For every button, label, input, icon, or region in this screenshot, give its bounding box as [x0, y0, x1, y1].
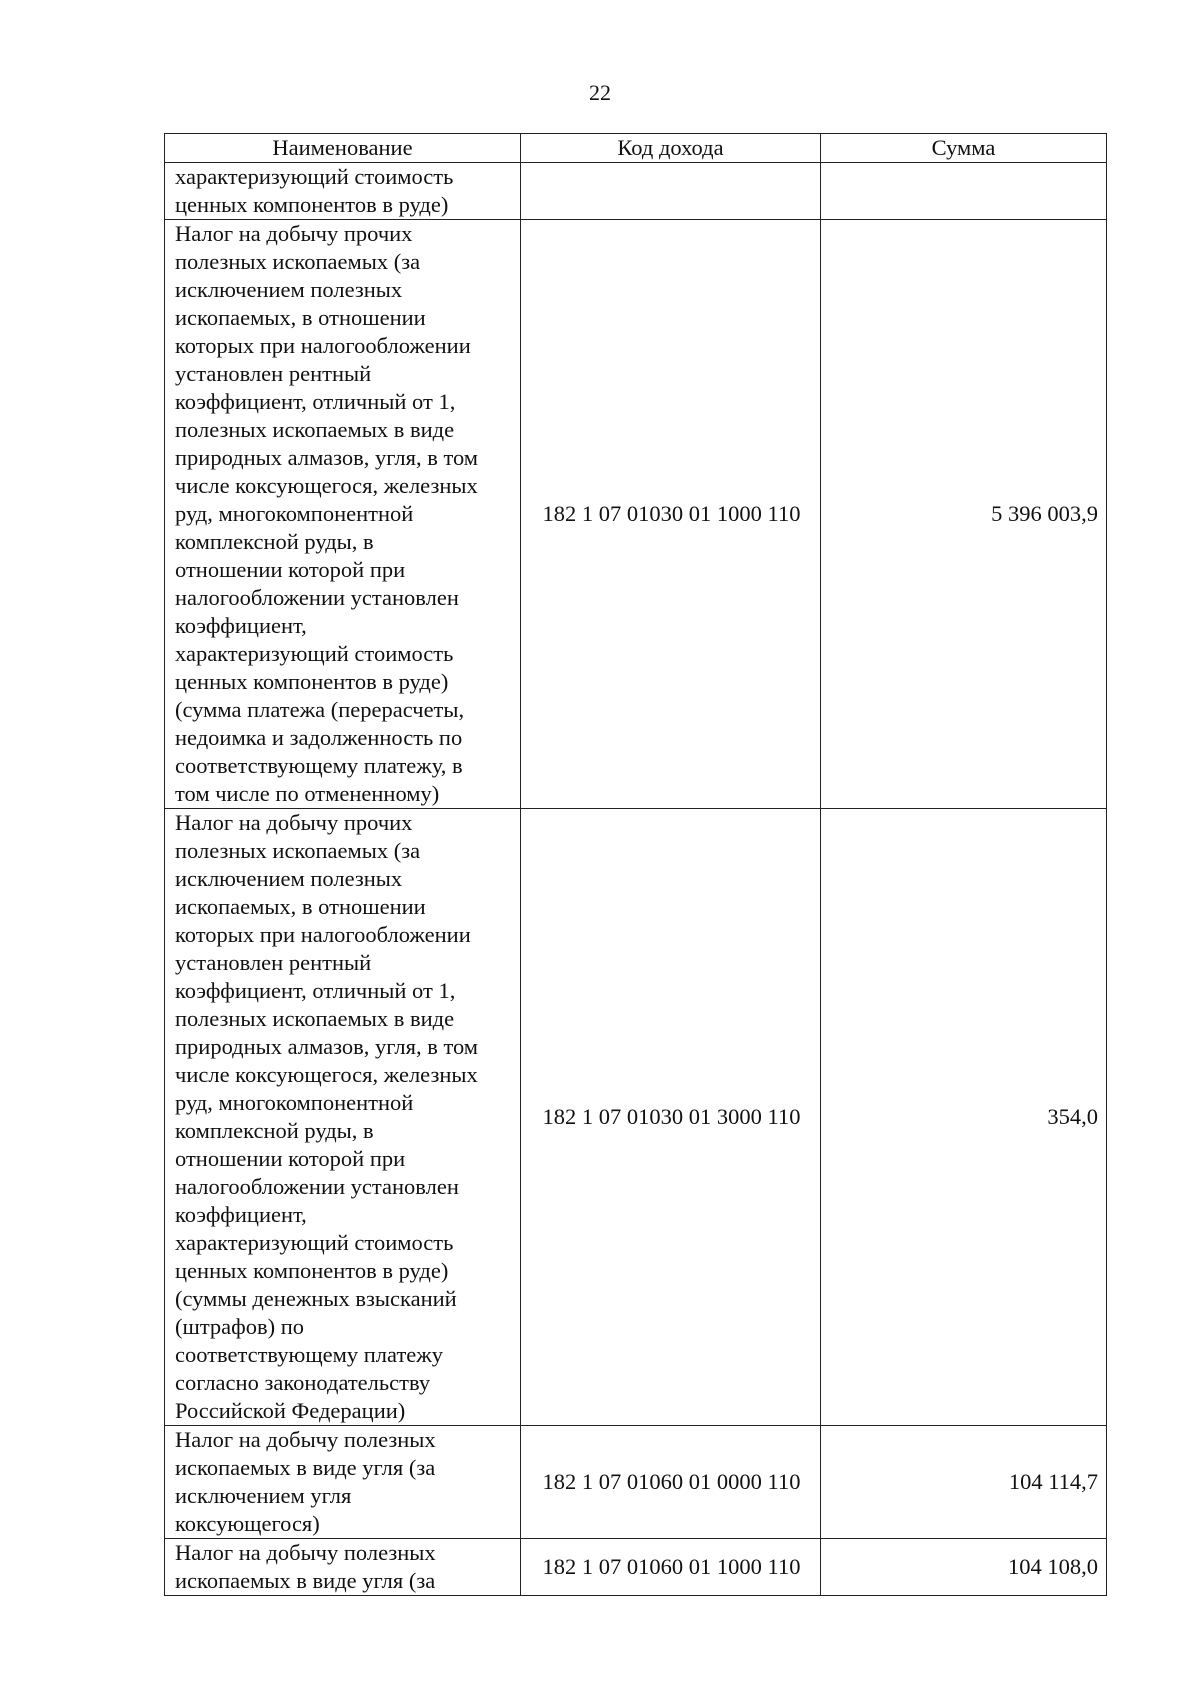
- table-body: [165, 163, 1107, 1596]
- row-code-cell: 182 1 07 01060 01 0000 110: [521, 1426, 821, 1539]
- row-sum-cell: 104 114,7: [821, 1426, 1107, 1539]
- page-number: 22: [589, 80, 611, 105]
- row-name-cell: Налог на добычу полезных ископаемых в виде угля (за: [165, 1539, 521, 1596]
- row-name-cell: Налог на добычу прочих полезных ископаемых (за исключением полезных ископаемых, в отношении которых при налогообложении установлен рентный коэффициент, отличный от 1, полезных ископаемых в виде природных алмазов, угля, в том числе коксующегося, железных руд, многокомпонентной комплексной руды, в отношении которой при налогообложении установлен коэффициент, характеризующий стоимость ценных компонентов в руде) (суммы денежных взысканий (штрафов) по соответствующему платежу согласно законодательству Российской Федерации): [165, 809, 521, 1426]
- row-code-cell: [521, 163, 821, 220]
- row-code-cell: 182 1 07 01060 01 1000 110: [521, 1539, 821, 1596]
- table-row: [165, 1426, 1107, 1539]
- header-row: [165, 134, 1107, 163]
- table-header: [165, 134, 1107, 163]
- row-code-cell: 182 1 07 01030 01 1000 110: [521, 220, 821, 809]
- table-row: [165, 809, 1107, 1426]
- row-name-cell: Налог на добычу прочих полезных ископаемых (за исключением полезных ископаемых, в отношении которых при налогообложении установлен рентный коэффициент, отличный от 1, полезных ископаемых в виде природных алмазов, угля, в том числе коксующегося, железных руд, многокомпонентной комплексной руды, в отношении которой при налогообложении установлен коэффициент, характеризующий стоимость ценных компонентов в руде) (сумма платежа (перерасчеты, недоимка и задолженность по соответствующему платежу, в том числе по отмененному): [165, 220, 521, 809]
- row-sum-cell: 354,0: [821, 809, 1107, 1426]
- row-name-cell: Налог на добычу полезных ископаемых в виде угля (за исключением угля коксующегося): [165, 1426, 521, 1539]
- header-code: Код дохода: [521, 134, 821, 163]
- table-row: [165, 163, 1107, 220]
- table-row: [165, 1539, 1107, 1596]
- row-name-cell: характеризующий стоимость ценных компонентов в руде): [165, 163, 521, 220]
- row-code-cell: 182 1 07 01030 01 3000 110: [521, 809, 821, 1426]
- row-sum-cell: 5 396 003,9: [821, 220, 1107, 809]
- header-sum: Сумма: [821, 134, 1107, 163]
- header-name: Наименование: [165, 134, 521, 163]
- row-sum-cell: [821, 163, 1107, 220]
- table-row: [165, 220, 1107, 809]
- income-table: [164, 133, 1107, 1596]
- row-sum-cell: 104 108,0: [821, 1539, 1107, 1596]
